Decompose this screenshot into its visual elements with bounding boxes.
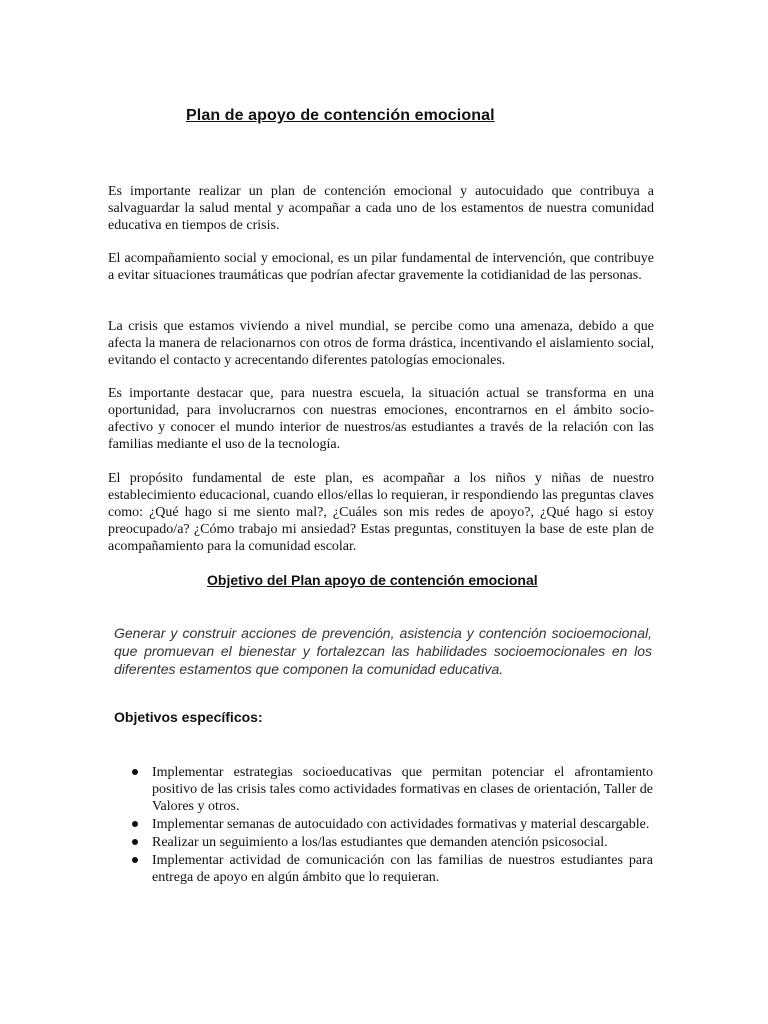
bullet-icon — [132, 821, 138, 827]
paragraph-5: El propósito fundamental de este plan, es acompañar a los niños y niñas de nuestro establecimiento educacional, cuando ellos/ellas lo requieran, ir respondiendo las preguntas claves como: ¿Qué hago si me siento mal?, ¿Cuáles son mis redes de apoyo?, ¿Qué hago si estoy preocupado/a? ¿Cómo trabajo mi ansiedad? Estas preguntas, constituyen la base de este plan de acompañamiento para la comunidad escolar. — [108, 471, 654, 554]
document-title: Plan de apoyo de contención emocional — [186, 107, 495, 124]
specific-objectives-heading: Objetivos específicos: — [114, 709, 263, 725]
paragraph-2: El acompañamiento social y emocional, es un pilar fundamental de intervención, que contribuye a evitar situaciones traumáticas que podrían afectar gravemente la cotidianidad de las personas. — [108, 251, 654, 283]
paragraph-1: Es importante realizar un plan de contención emocional y autocuidado que contribuya a salvaguardar la salud mental y acompañar a cada uno de los estamentos de nuestra comunidad educativa en tiempos de crisis. — [108, 184, 654, 233]
list-item-text: Implementar estrategias socioeducativas que permitan potenciar el afrontamiento positivo de las crisis tales como actividades formativas en clases de orientación, Taller de Valores y otros. — [152, 765, 653, 814]
paragraph-3: La crisis que estamos viviendo a nivel mundial, se percibe como una amenaza, debido a que afecta la manera de relacionarnos con otros de forma drástica, incentivando el aislamiento social, evitando el contacto y acrecentando diferentes patologías emocionales. — [108, 319, 654, 368]
list-item-text: Implementar semanas de autocuidado con actividades formativas y material descargable. — [152, 817, 650, 832]
objective-text: Generar y construir acciones de prevención, asistencia y contención socioemocional, que promuevan el bienestar y fortalezcan las habilidades socioemocionales en los diferentes estamentos que componen la comunidad educativa. — [114, 625, 652, 677]
bullet-icon — [132, 839, 138, 845]
list-item — [132, 764, 653, 815]
list-item — [132, 852, 653, 886]
list-item — [132, 834, 653, 851]
list-item-text: Realizar un seguimiento a los/las estudiantes que demanden atención psicosocial. — [152, 835, 608, 850]
specific-objectives-list — [132, 764, 653, 887]
objective-title: Objetivo del Plan apoyo de contención emocional — [207, 572, 538, 588]
bullet-icon — [132, 857, 138, 863]
list-item — [132, 816, 653, 833]
list-item-text: Implementar actividad de comunicación con las familias de nuestros estudiantes para entrega de apoyo en algún ámbito que lo requieran. — [152, 853, 653, 885]
bullet-icon — [132, 769, 138, 775]
paragraph-4: Es importante destacar que, para nuestra escuela, la situación actual se transforma en una oportunidad, para involucrarnos con nuestras emociones, encontrarnos en el ámbito socio-afectivo y conocer el mundo interior de nuestros/as estudiantes a través de la relación con las familias mediante el uso de la tecnología. — [108, 386, 654, 452]
